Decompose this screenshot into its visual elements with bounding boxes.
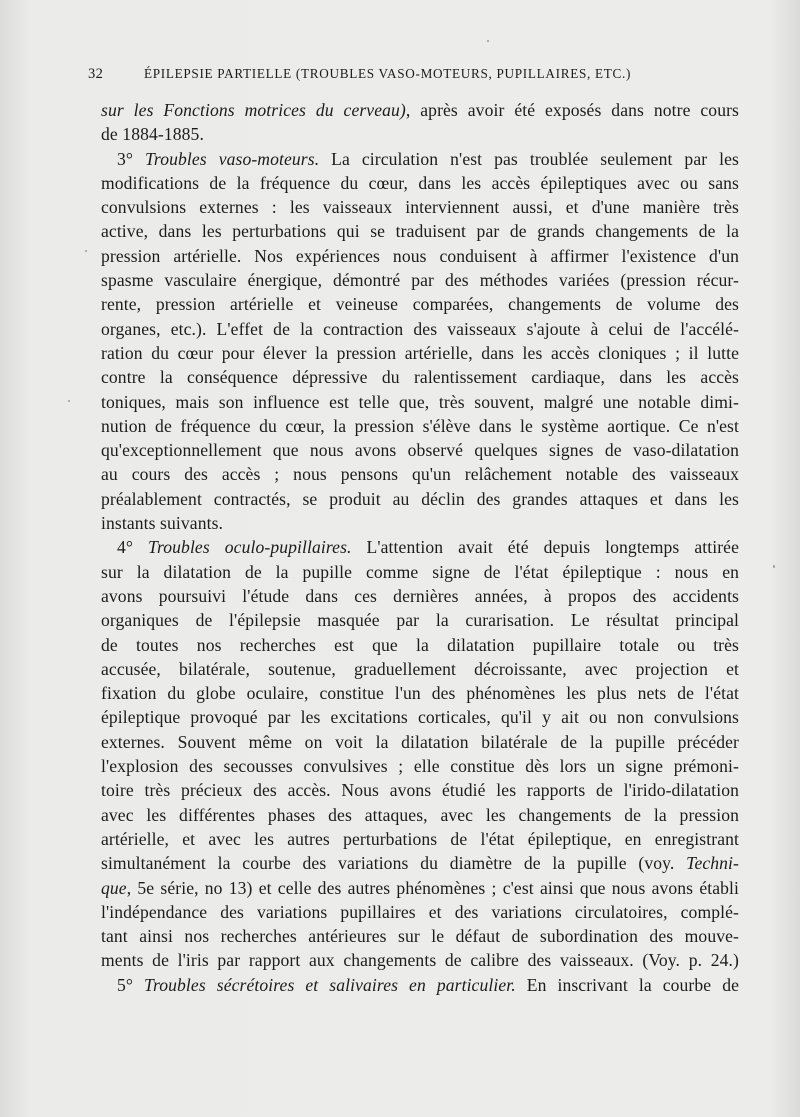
text-run: tant ainsi nos recherches antérieures sur le défaut de subordination des mouve- [101,926,739,947]
text-line [101,219,739,243]
text-run: l'explosion des secousses convulsives ; elle constitue dès lors un signe prémoni- [101,756,739,777]
paper-speck [85,250,87,252]
text-line [101,317,739,341]
text-run: ments de l'iris par rapport aux changements de calibre des vaisseaux. (Voy. p. 24.) [101,950,739,971]
paper-speck [487,40,489,42]
text-run: l'indépendance des variations pupillaires et des variations circulatoires, complé- [101,901,739,922]
italic-text: Troubles oculo-pupillaires. [148,537,352,558]
text-run: rente, pression artérielle et veineuse comparées, changements de volume des [101,294,739,315]
text-line [101,390,739,414]
text-line [101,681,739,705]
text-line [101,560,739,584]
text-line [101,876,739,900]
text-line [101,633,739,657]
text-run: active, dans les perturbations qui se traduisent par de grands changements de la [101,221,739,242]
text-run: externes. Souvent même on voit la dilatation bilatérale de la pupille précéder [101,731,739,752]
text-run: au cours des accès ; nous pensons qu'un relâchement notable des vaisseaux [101,464,739,485]
italic-text: Troubles sécrétoires et salivaires en particulier. [144,974,516,995]
text-line [101,292,739,316]
paper-speck [68,400,70,402]
text-run: qu'exceptionnellement que nous avons observé quelques signes de vaso-dilatation [101,440,739,461]
text-run: ration du cœur pour élever la pression artérielle, dans les accès cloniques ; il lutte [101,342,739,363]
text-line [101,705,739,729]
italic-text: que [101,877,127,898]
text-run: de toutes nos recherches est que la dilatation pupillaire totale ou très [101,634,739,655]
text-run: , 5e série, no 13) et celle des autres phénomènes ; c'est ainsi que nous avons établi [126,877,739,898]
text-run: épileptique provoqué par les excitations corticales, qu'il y ait ou non convulsions [101,707,739,728]
text-line [101,657,739,681]
text-line [101,268,739,292]
text-run: artérielle, et avec les autres perturbations de l'état épileptique, en enregistrant [101,828,739,849]
text-run: accusée, bilatérale, soutenue, graduellement décroissante, avec projection et [101,658,739,679]
text-line [101,122,739,146]
text-line [101,851,739,875]
italic-text: sur les Fonctions motrices du cerveau) [101,100,406,120]
body-text [101,98,739,997]
text-line [101,98,739,122]
text-line [101,365,739,389]
italic-text: Techni- [686,853,739,874]
text-line [101,414,739,438]
text-line [101,924,739,948]
text-line [101,608,739,632]
text-line [101,535,739,559]
italic-text: Troubles vaso-moteurs. [145,148,320,169]
text-run: convulsions externes : les vaisseaux interviennent aussi, et d'une manière très [101,197,739,218]
text-line [101,462,739,486]
paper-speck [773,565,775,568]
text-line [101,948,739,972]
text-run: En inscrivant la courbe de [515,974,739,995]
text-run: toire très précieux des accès. Nous avons étudié les rapports de l'irido-dilatation [101,780,739,801]
text-run: 4° [117,537,149,558]
text-line [101,827,739,851]
text-line [101,171,739,195]
text-run: 5° [117,974,145,995]
text-line [101,195,739,219]
text-run: organiques de l'épilepsie masquée par la curarisation. Le résultat principal [101,610,739,631]
text-line [101,147,739,171]
text-run: contre la conséquence dépressive du ralentissement cardiaque, dans les accès [101,367,739,388]
text-line [101,730,739,754]
text-run: avec les différentes phases des attaques, avec les changements de la pression [101,804,739,825]
page-number: 32 [88,66,104,82]
text-run: préalablement contractés, se produit au déclin des grandes attaques et dans les [101,488,739,509]
running-header [88,66,736,92]
text-run: L'attention avait été depuis longtemps attirée [351,537,739,558]
text-run: pression artérielle. Nos expériences nous conduisent à affirmer l'existence d'un [101,245,739,266]
text-line [101,900,739,924]
text-line [101,754,739,778]
text-run: , après avoir été exposés dans notre cours [405,100,739,120]
text-run: modifications de la fréquence du cœur, dans les accès épileptiques avec ou sans [101,172,739,193]
text-run: nution de fréquence du cœur, la pression s'élève dans le système aortique. Ce n'est [101,415,739,436]
text-run: simultanément la courbe des variations du diamètre de la pupille (voy. [101,853,687,874]
text-run: La circulation n'est pas troublée seulement par les [319,148,739,169]
text-line [101,778,739,802]
text-line [101,487,739,511]
text-line [101,584,739,608]
text-run: spasme vasculaire énergique, démontré par des méthodes variées (pression récur- [101,270,739,291]
text-run: 3° [117,148,145,169]
text-run: instants suivants. [101,513,224,534]
text-run: sur la dilatation de la pupille comme signe de l'état épileptique : nous en [101,561,739,582]
text-run: toniques, mais son influence est telle que, très souvent, malgré une notable dimi- [101,391,739,412]
text-line [101,511,739,535]
text-line [101,973,739,997]
text-run: avons poursuivi l'étude dans ces dernières années, à propos des accidents [101,585,739,606]
text-line [101,244,739,268]
text-run: fixation du globe oculaire, constitue l'un des phénomènes les plus nets de l'état [101,683,739,704]
text-run: organes, etc.). L'effet de la contraction des vaisseaux s'ajoute à celui de l'accélé- [101,318,739,339]
text-line [101,438,739,462]
text-line [101,341,739,365]
text-line [101,803,739,827]
text-run: de 1884-1885. [101,124,204,145]
running-title: ÉPILEPSIE PARTIELLE (TROUBLES VASO-MOTEURS, PUPILLAIRES, ETC.) [144,66,632,81]
